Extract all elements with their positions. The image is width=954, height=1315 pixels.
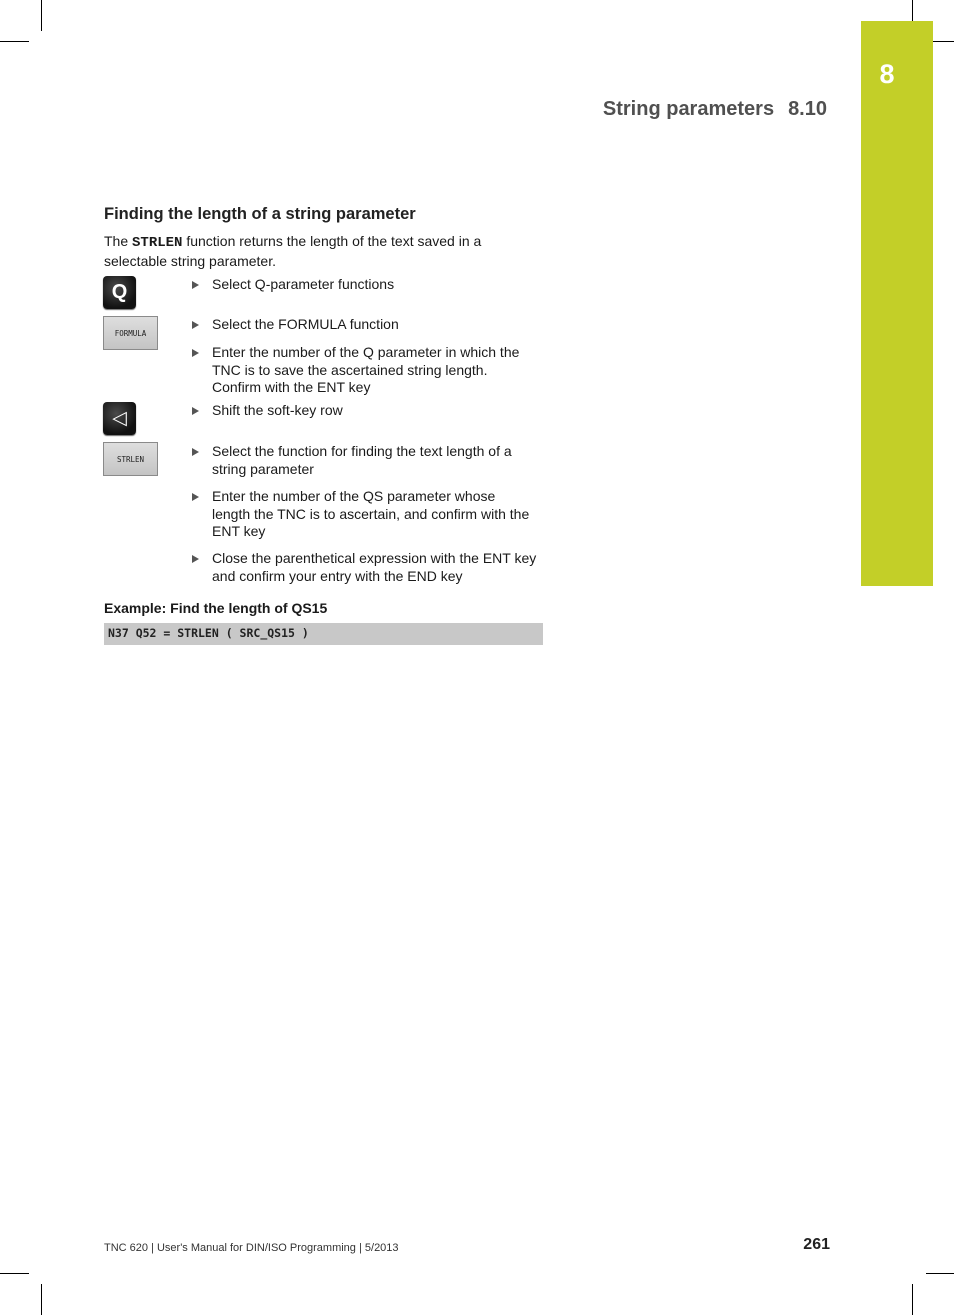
crop-mark — [926, 1273, 954, 1274]
running-head-title: String parameters — [602, 98, 775, 120]
example-label: Example: Find the length of QS15 — [104, 600, 328, 616]
crop-mark — [912, 1284, 913, 1315]
step-item — [192, 443, 537, 478]
step-item — [192, 402, 537, 420]
bullet-arrow-icon — [192, 349, 199, 357]
crop-mark — [41, 1284, 42, 1315]
step-item — [192, 488, 537, 541]
intro-paragraph — [104, 233, 534, 270]
crop-mark — [912, 0, 913, 21]
code-example: N37 Q52 = STRLEN ( SRC_QS15 ) — [104, 623, 543, 645]
step-text: Shift the soft-key row — [212, 402, 343, 418]
step-text: Enter the number of the Q parameter in which the TNC is to save the ascertained string length. Confirm with the ENT key — [212, 344, 520, 395]
strlen-softkey-icon: STRLEN — [103, 442, 158, 476]
step-text: Select the function for finding the text length of a string parameter — [212, 443, 512, 477]
page-number: 261 — [803, 1236, 830, 1253]
bullet-arrow-icon — [192, 448, 199, 456]
bullet-arrow-icon — [192, 281, 199, 289]
step-item — [192, 550, 537, 585]
crop-mark — [0, 1273, 29, 1274]
shift-softkey-row-icon: ◁ — [103, 402, 136, 435]
running-head — [603, 98, 827, 121]
intro-code: STRLEN — [132, 235, 183, 251]
crop-mark — [0, 41, 29, 42]
chapter-tab — [861, 21, 933, 586]
q-key-icon: Q — [103, 276, 136, 309]
intro-after: function returns the length of the text saved in a selectable string parameter. — [104, 233, 482, 269]
step-text: Select Q-parameter functions — [212, 276, 395, 292]
section-title: Finding the length of a string parameter — [104, 205, 416, 223]
bullet-arrow-icon — [192, 321, 199, 329]
step-item — [192, 316, 537, 334]
bullet-arrow-icon — [192, 555, 199, 563]
step-item — [192, 276, 537, 294]
step-text: Enter the number of the QS parameter whose length the TNC is to ascertain, and confirm with the ENT key — [212, 488, 530, 539]
intro-before: The — [104, 233, 133, 249]
bullet-arrow-icon — [192, 407, 199, 415]
formula-softkey-icon: FORMULA — [103, 316, 158, 350]
footer-text: TNC 620 | User's Manual for DIN/ISO Programming | 5/2013 — [104, 1242, 399, 1254]
bullet-arrow-icon — [192, 493, 199, 501]
chapter-number: 8 — [879, 59, 895, 89]
step-item — [192, 344, 537, 397]
running-head-section: 8.10 — [788, 98, 827, 120]
crop-mark — [41, 0, 42, 31]
step-text: Close the parenthetical expression with the ENT key and confirm your entry with the END key — [212, 550, 537, 584]
step-text: Select the FORMULA function — [212, 316, 399, 332]
